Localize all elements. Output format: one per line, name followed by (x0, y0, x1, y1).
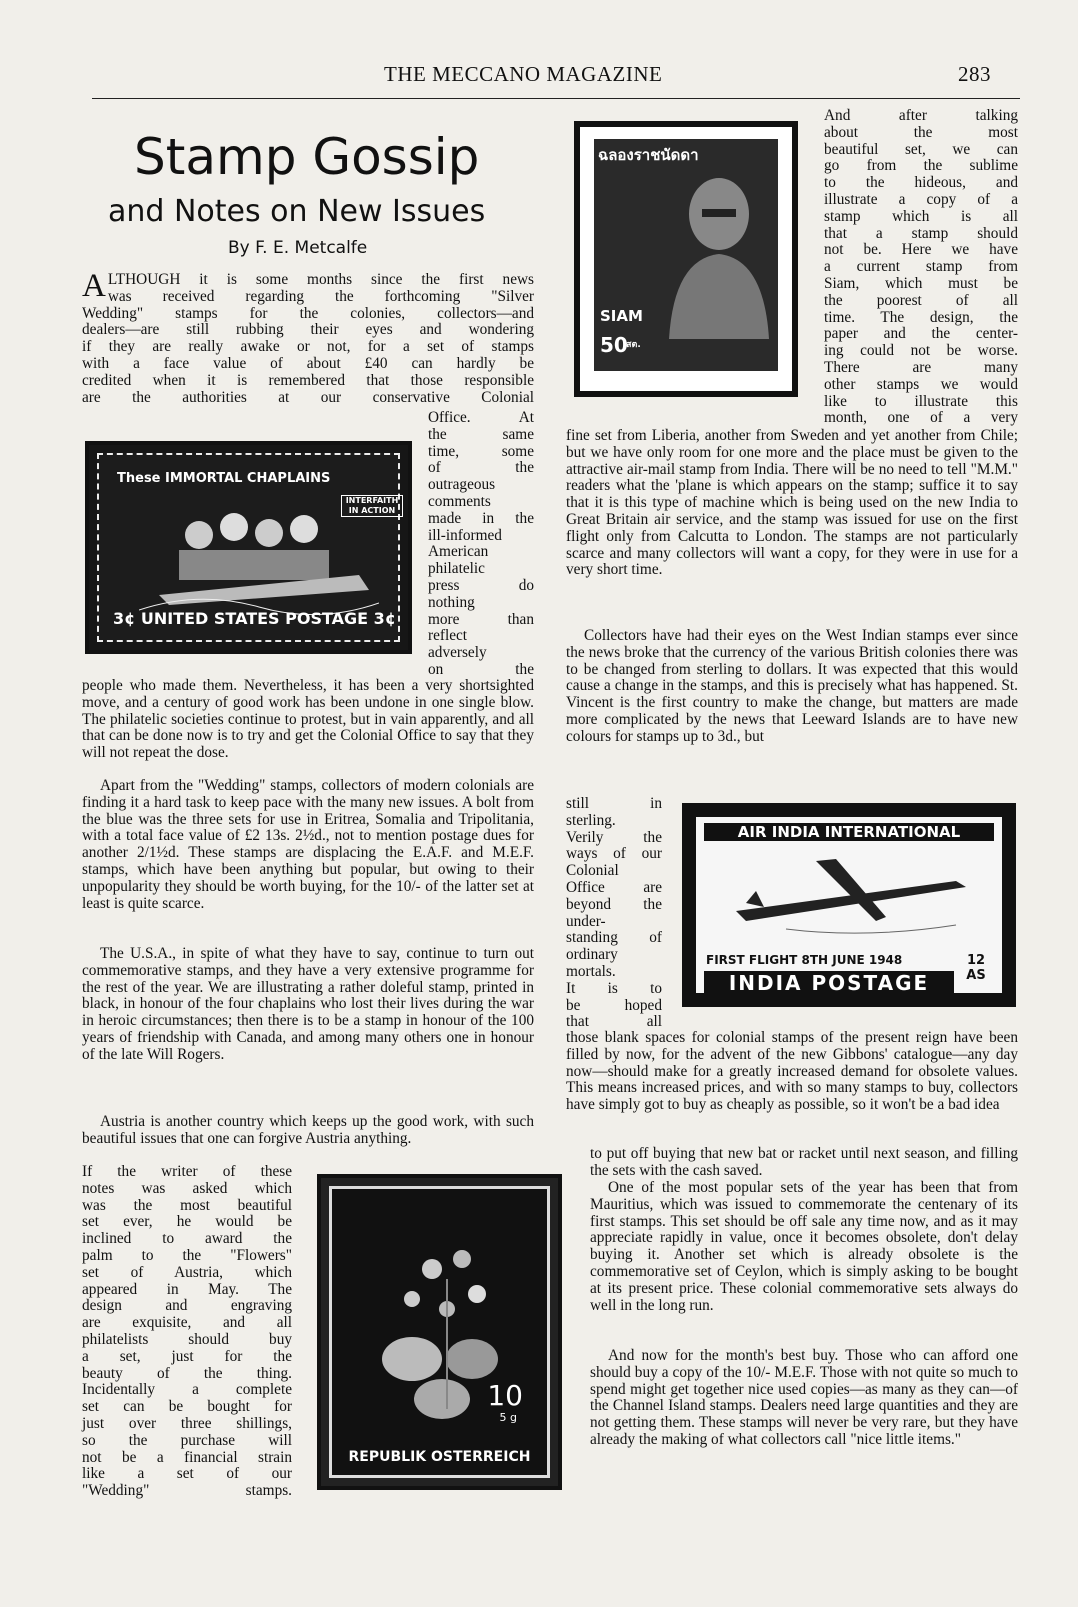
india-stamp-top-text: AIR INDIA INTERNATIONAL (704, 823, 994, 841)
text-line: adversely (428, 644, 487, 662)
text-line: philatelists should buy (82, 1330, 292, 1348)
text-line: sterling. (566, 811, 616, 829)
text-line: philatelic (428, 560, 485, 578)
paragraph-3: The U.S.A., in spite of what they have to say, continue to turn out commemorative stamps, and they have a very extensive programme for the rest of the year. We are illustrating a rather doleful stamp, printed in black, in honour of the four chaplains who lost their lives during the war in heroic circumstances; then there is to be a stamp in honour of the 100 years of friendship with Canada, and among many others one in honour of the late Will Rogers. (82, 945, 534, 1063)
chaplains-stamp-top-text: These IMMORTAL CHAPLAINS (117, 471, 331, 486)
text-line: be hoped (566, 996, 662, 1014)
text-line: press do (428, 576, 534, 594)
text-line: beautiful set, we can (824, 140, 1018, 158)
india-stamp-flight-text: FIRST FLIGHT 8TH JUNE 1948 (706, 953, 903, 967)
text-line: appeared in May. The (82, 1280, 292, 1298)
text-line: palm to the "Flowers" (82, 1246, 292, 1264)
austria-stamp-subvalue: 5 g (499, 1411, 517, 1424)
text-line: still in (566, 795, 662, 812)
austria-flowers-stamp-image (317, 1174, 562, 1490)
chaplains-stamp-bottom-text: 3¢ UNITED STATES POSTAGE 3¢ (113, 609, 396, 628)
text-line: set of Austria, which (82, 1263, 292, 1281)
text-line: mortals. (566, 962, 616, 980)
paragraph-4: Austria is another country which keeps up the good work, with such beautiful issues that one can forgive Austria anything. (82, 1113, 534, 1147)
text-line: comments (428, 492, 491, 510)
text-line: not be. Here we have (824, 241, 1018, 259)
text-line: standing of (566, 929, 662, 947)
text-line: just over three shillings, (82, 1414, 292, 1432)
right-paragraph-1-narrow (824, 108, 1018, 427)
paragraph-4-narrow (82, 1164, 292, 1500)
article-byline: By F. E. Metcalfe (228, 238, 368, 258)
text-line: the same (428, 425, 534, 443)
text-line: about the most (824, 123, 1018, 141)
article-subtitle: and Notes on New Issues (108, 194, 486, 229)
text-line: go from the sublime (824, 157, 1018, 175)
text-line: It is to (566, 979, 662, 997)
text-line: outrageous (428, 476, 496, 494)
text-line: more than (428, 610, 534, 628)
chaplains-stamp-image (85, 441, 412, 654)
text-line: on the (428, 660, 534, 678)
drop-cap: A (82, 268, 106, 304)
text-line: nothing (428, 593, 475, 611)
siam-stamp-country: SIAM (600, 307, 643, 325)
text-line: paper and the center- (824, 325, 1018, 343)
chaplains-stamp-badge: INTERFAITH IN ACTION (341, 495, 403, 517)
text-line: are exquisite, and all (82, 1314, 292, 1332)
text-line: If the writer of these (82, 1163, 292, 1180)
text-line: that a stamp should (824, 224, 1018, 242)
chaplains-portraits-svg (139, 495, 379, 615)
text-line: "Wedding" stamps. (82, 1482, 292, 1500)
text-line: if they are really awake or not, for a set of stamps (82, 338, 534, 356)
text-line: credited when it is remembered that those responsible (82, 371, 534, 389)
text-line: set can be bought for (82, 1398, 292, 1416)
text-line: like a set of our (82, 1465, 292, 1483)
paragraph-1-lines (82, 268, 534, 406)
text-line: ing could not be worse. (824, 342, 1018, 360)
text-line: are the authorities at our conservative Colonial (82, 388, 534, 406)
text-line: Colonial (566, 862, 619, 880)
text-line: ways of our (566, 845, 662, 863)
austria-stamp-country: REPUBLIK OSTERREICH (348, 1449, 531, 1465)
india-airmail-stamp-image (682, 803, 1016, 1007)
text-line: that all (566, 1013, 662, 1031)
right-paragraph-1-continued: fine set from Liberia, another from Sweden and yet another from Chile; but we have only room for one more and the place must be given to the attractive air-mail stamp from India. There will be no need to tell "M.M." readers what the 'plane is which appears on the stamp; suffice it to say that it is this type of machine which is being used on the new India to Great Britain air service, and the stamp was issued for use on the first flight only from Calcutta to London. The stamps are not particularly scarce and many collectors will want a copy, for they were in use for a very short time. (566, 427, 1018, 579)
right-paragraph-3: One of the most popular sets of the year has been that from Mauritius, which was issued to commemorate the centenary of its first stamps. This set should be off sale any time now, and as it may appreciate rapidly in value, once it becomes obsolete, don't delay buying it. Another set which is already obsolete is the commemorative set of Ceylon, which is simply asking to be bought at its present price. These colonial commemorative sets always do well in the long run. (590, 1179, 1018, 1314)
text-line: stamp which is all (824, 207, 1018, 225)
text-line: American (428, 543, 489, 561)
siam-stamp-unit: สต. (626, 340, 641, 350)
right-paragraph-2-continued-2: to put off buying that new bat or racket until next season, and filling the sets with the cash saved. (590, 1145, 1018, 1179)
india-stamp-bottom-text: INDIA POSTAGE (704, 971, 954, 995)
text-line: Incidentally a complete (82, 1381, 292, 1399)
text-line: under- (566, 912, 606, 930)
text-line: of the (428, 459, 534, 477)
siam-stamp-value: 50 (600, 333, 628, 357)
text-line: And after talking (824, 107, 1018, 124)
text-line: notes was asked which (82, 1179, 292, 1197)
right-paragraph-2-continued: those blank spaces for colonial stamps of the present reign have been filled by now, for the advent of the new Gibbons' catalogue—any day now—should make for a greatly increased demand for obsolete values. This means increased prices, and with so many stamps to buy, collectors have simply got to buy as cheaply as possible, so it won't be a bad idea (566, 1029, 1018, 1114)
right-paragraph-2-narrow (566, 796, 662, 1031)
siam-stamp-top-text: ฉลองราชนัดดา (598, 146, 699, 164)
text-line: ordinary (566, 946, 618, 964)
text-line: to the hideous, and (824, 174, 1018, 192)
text-line: was received regarding the forthcoming "Silver (107, 287, 534, 305)
text-line: Siam, which must be (824, 274, 1018, 292)
text-line: design and engraving (82, 1297, 292, 1315)
text-line: beauty of the thing. (82, 1364, 292, 1382)
text-line: time. The design, the (824, 308, 1018, 326)
text-line: with a face value of about £40 can hardly be (82, 354, 534, 372)
text-line: made in the (428, 509, 534, 527)
paragraph-1-continued: people who made them. Nevertheless, it has been a very shortsighted move, and a century of good work has been undone in one single blow. The philatelic societies continue to protest, but in vain apparently, and all that can be done now is to try and get the Colonial Office to say that they will not repeat the dose. (82, 677, 534, 762)
text-line: a current stamp from (824, 258, 1018, 276)
text-line: There are many (824, 358, 1018, 376)
header-rule (92, 98, 1020, 99)
magazine-title: THE MECCANO MAGAZINE (384, 62, 663, 86)
text-line: time, some (428, 442, 534, 460)
airplane-illustration-svg (726, 851, 976, 941)
text-line: dealers—are still rubbing their eyes and wondering (82, 321, 534, 339)
text-line: Office. At (428, 409, 534, 426)
text-line: LTHOUGH it is some months since the first news (107, 271, 534, 288)
paragraph-1-lead (82, 268, 534, 406)
text-line: month, one of a very (824, 409, 1018, 427)
text-line: set ever, he would be (82, 1213, 292, 1231)
text-line: like to illustrate this (824, 392, 1018, 410)
page-number: 283 (958, 62, 991, 86)
text-line: other stamps we would (824, 375, 1018, 393)
text-line: beyond the (566, 895, 662, 913)
austria-stamp-value: 10 (487, 1379, 523, 1412)
text-line: reflect (428, 627, 468, 645)
text-line: so the purchase will (82, 1431, 292, 1449)
text-line: not be a financial strain (82, 1448, 292, 1466)
paragraph-2: Apart from the "Wedding" stamps, collectors of modern colonials are finding it a hard task to keep pace with the many new issues. A bolt from the blue was the three sets for use in Eritrea, Somalia and Tripolitania, with a total face value of £2 13s. 2½d., not to mention postage dues for another 2/1½d. These stamps are displacing the E.A.F. and M.E.F. stamps, which have been anything but popular, but owing to their unpopularity they should be worth buying, for the 10/- of the latter set at least is quite scarce. (82, 777, 534, 912)
india-stamp-value: 12 AS (966, 953, 986, 983)
siam-stamp-image (574, 121, 798, 397)
text-line: ill-informed (428, 526, 502, 544)
right-paragraph-2: Collectors have had their eyes on the West Indian stamps ever since the news broke that the currency of the various British colonies there was to be changed from sterling to dollars. It was expected that this would cause a change in the stamps, and this is precisely what has happened. St. Vincent is the first country to make the change, but matters are made more complicated by the news that Leeward Islands are to have new colours for stamps up to 3d., but (566, 627, 1018, 745)
paragraph-1-narrow (428, 410, 534, 679)
article-title: Stamp Gossip (134, 128, 480, 186)
text-line: was the most beautiful (82, 1196, 292, 1214)
text-line: inclined to award the (82, 1230, 292, 1248)
right-paragraph-4: And now for the month's best buy. Those who can afford one should buy a copy of the 10/- M.E.F. Those with not quite so much to spend might get together nice used copies—as many as they can—of the Channel Island stamps. Dealers need large quantities and they are not getting them. These stamps will never be very rare, but they have already the making of what collectors call "nice little items." (590, 1347, 1018, 1448)
text-line: illustrate a copy of a (824, 190, 1018, 208)
text-line: Wedding" stamps for the colonies, collectors—and (82, 304, 534, 322)
text-line: the poorest of all (824, 291, 1018, 309)
text-line: Verily the (566, 828, 662, 846)
siam-portrait-svg (664, 169, 774, 339)
text-line: Office are (566, 878, 662, 896)
text-line: a set, just for the (82, 1347, 292, 1365)
